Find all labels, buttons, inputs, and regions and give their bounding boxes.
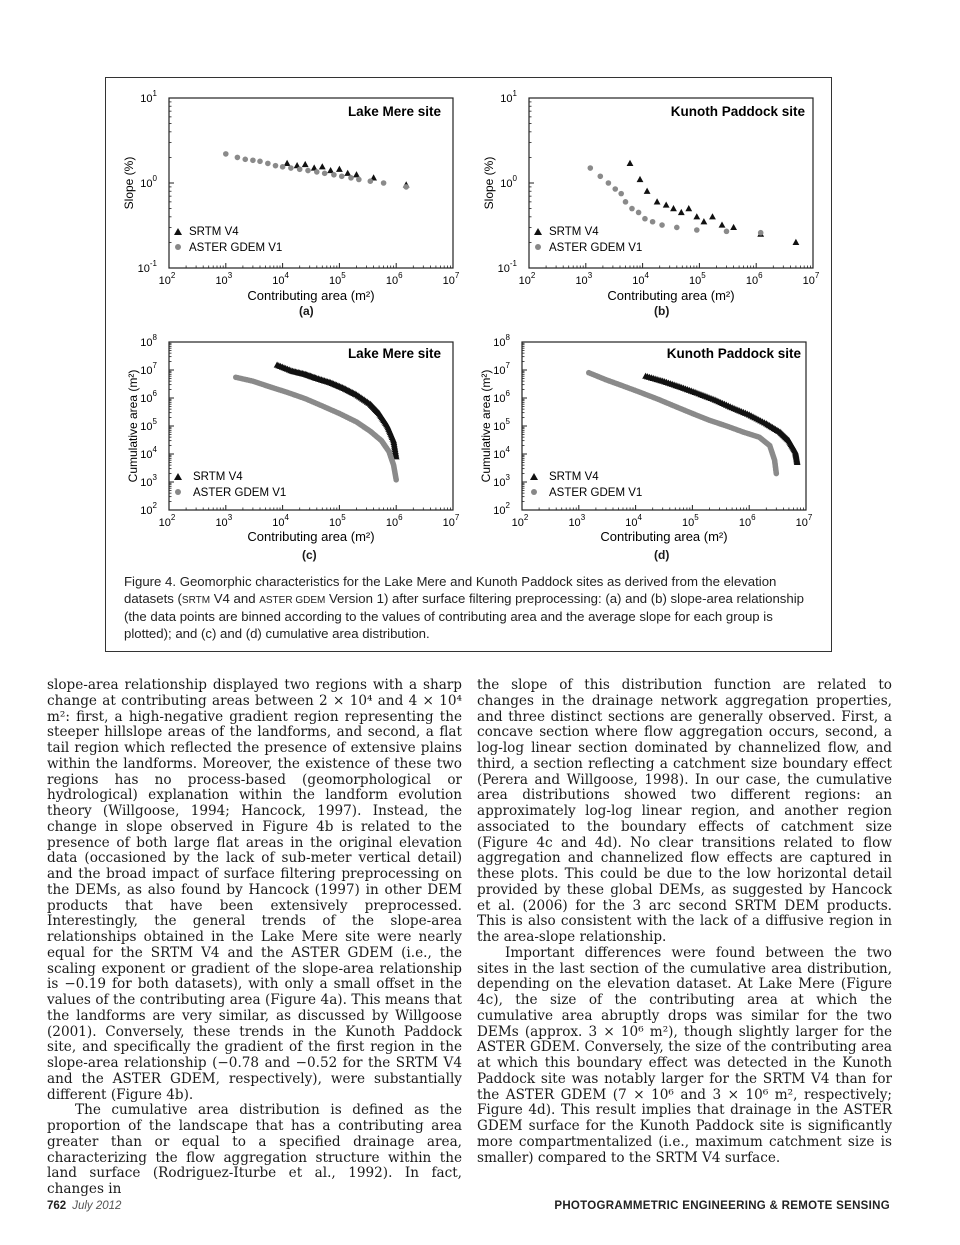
chart-b-title: Kunoth Paddock site	[670, 104, 805, 119]
panel-d	[464, 330, 826, 552]
srtm-point	[719, 221, 726, 227]
aster-point	[297, 166, 303, 172]
journal-name: PHOTOGRAMMETRIC ENGINEERING & REMOTE SENSING	[554, 1200, 890, 1212]
aster-point	[758, 230, 764, 236]
aster-point	[393, 477, 399, 483]
panel-b-letter: (b)	[654, 304, 670, 318]
chart-d-svg	[464, 330, 826, 552]
body-paragraph: the slope of this distribution function are related to changes in the drainage network aggregation properties, and three distinct sections are generally observed. First, a concave section where flow aggregation occurs, second, a log-log linear section dominated by channelized flow, and third, a section reflecting a catchment size boundary effect (Perera and Willgoose, 1998). In our case, the cumulative area distributions showed two different regions: an approximately log-log linear region, and another region associated to the boundary effects of catchment size (Figure 4c and 4d). No clear transitions related to flow aggregation and channelized flow effects are captured in these plots. This could be due to the low horizontal detail provided by these global DEMs, as suggested by Hancock et al. (2006) for the 3 arc second SRTM DEM products. This is also consistent with the lack of a diffusive region in the area-slope relationship.	[477, 677, 892, 945]
chart-d-xlabel: Contributing area (m²)	[600, 529, 728, 544]
legend-c-aster: ASTER GDEM V1	[193, 487, 287, 499]
y-tick-label: $10^1$	[140, 89, 157, 105]
legend-a-triangle	[174, 228, 182, 235]
y-tick-label: $10^2$	[493, 501, 510, 517]
srtm-point	[344, 170, 351, 176]
aster-point	[636, 210, 642, 216]
aster-point	[250, 157, 256, 163]
chart-d-ticks	[493, 333, 813, 529]
chart-a-xlabel: Contributing area (m²)	[247, 288, 375, 303]
x-tick-label: $10^3$	[575, 271, 593, 287]
legend-b-circle	[535, 244, 541, 250]
x-tick-label: $10^3$	[215, 271, 233, 287]
x-tick-label: $10^5$	[329, 513, 346, 529]
body-paragraph: Important differences were found between the two sites in the last section of the cumulative area distribution, depending on the elevation dataset. At Lake Mere (Figure 4c), the size of the contributing area at which the cumulative area abruptly drops was similar for the two DEMs (approx. 3 × 10⁶ m²), though slightly larger for the ASTER GDEM. Conversely, the size of the contributing area at which this boundary effect was detected in the Kunoth Paddock site was notably larger for the SRTM V4 than for the ASTER GDEM (7 × 10⁶ and 3 × 10⁶ m², respectively; Figure 4d). This result implies that drainage in the ASTER GDEM surface for the Kunoth Paddock site is significantly more compartmentalized (i.e., maximum catchment size is smaller) compared to the SRTM V4 surface.	[477, 944, 892, 1166]
x-tick-label: $10^7$	[802, 271, 820, 287]
legend-d-aster: ASTER GDEM V1	[549, 487, 643, 499]
srtm-point	[678, 209, 685, 215]
y-tick-label: $10^4$	[493, 445, 510, 461]
panel-d-letter: (d)	[654, 548, 670, 562]
aster-point	[629, 206, 635, 212]
y-tick-label: $10^5$	[140, 417, 157, 433]
x-tick-label: $10^7$	[442, 271, 460, 287]
x-tick-label: $10^4$	[632, 271, 649, 287]
x-tick-label: $10^2$	[158, 271, 176, 287]
chart-a-title: Lake Mere site	[347, 104, 441, 119]
legend-d-triangle	[530, 473, 538, 480]
chart-c-ylabel: Cumulative area (m²)	[126, 369, 140, 483]
y-tick-label: $10^5$	[493, 417, 510, 433]
aster-point	[694, 227, 700, 233]
x-tick-label: $10^6$	[385, 513, 403, 529]
y-tick-label: $10^4$	[140, 445, 157, 461]
y-tick-label: $10^6$	[493, 389, 510, 405]
aster-point	[674, 225, 680, 231]
srtm-point	[319, 163, 326, 169]
x-tick-label: $10^4$	[272, 513, 289, 529]
panel-b	[471, 86, 831, 321]
x-tick-label: $10^6$	[745, 271, 763, 287]
aster-point	[650, 219, 656, 225]
srtm-point	[627, 160, 634, 166]
x-tick-label: $10^6$	[738, 513, 756, 529]
legend-d-circle	[531, 489, 537, 495]
x-tick-label: $10^2$	[518, 271, 536, 287]
chart-b-svg	[471, 86, 831, 321]
legend-c-srtm: SRTM V4	[193, 471, 243, 483]
aster-point	[642, 216, 648, 222]
aster-point	[356, 177, 362, 183]
y-tick-label: $10^0$	[140, 174, 157, 190]
caption-srtm: SRTM	[181, 594, 211, 606]
aster-point	[612, 186, 618, 192]
aster-point	[348, 175, 354, 181]
legend-a-circle	[175, 244, 181, 250]
chart-c-frame	[169, 342, 453, 510]
legend-b-srtm: SRTM V4	[549, 226, 599, 238]
aster-point	[606, 180, 612, 186]
body-paragraph: The cumulative area distribution is defined as the proportion of the landscape that has a contributing area greater than or equal to a specified drainage area, characterizing the flow aggregation structure within the land surface (Rodriguez-Iturbe et al., 1992). In fact, changes in	[47, 1102, 462, 1197]
legend-b-aster: ASTER GDEM V1	[549, 242, 643, 254]
x-tick-label: $10^2$	[158, 513, 176, 529]
aster-point	[314, 169, 320, 175]
x-tick-label: $10^3$	[568, 513, 586, 529]
caption-tail: Version 1) after surface filtering preprocessing: (a) and (b) slope-area relationship (the data points are binned according to the values of contributing area and the average slope for each group is plotted); and (c) and (d) cumulative area distribution.	[124, 590, 804, 641]
y-tick-label: $10^3$	[493, 473, 510, 489]
legend-a-srtm: SRTM V4	[189, 226, 239, 238]
chart-c-marks	[233, 361, 400, 482]
chart-c-xlabel: Contributing area (m²)	[247, 529, 375, 544]
aster-point	[305, 168, 311, 174]
srtm-point	[644, 188, 651, 194]
aster-point	[381, 180, 387, 186]
y-tick-label: $10^{-1}$	[497, 259, 517, 275]
aster-point	[368, 178, 374, 184]
chart-b-xlabel: Contributing area (m²)	[607, 288, 735, 303]
aster-point	[587, 165, 593, 171]
x-tick-label: $10^5$	[682, 513, 699, 529]
chart-a-svg	[111, 86, 471, 321]
chart-b-ylabel: Slope (%)	[482, 156, 496, 210]
legend-a-aster: ASTER GDEM V1	[189, 242, 283, 254]
aster-point	[597, 173, 603, 179]
caption-lead: Figure 4. Geomorphic characteristics for the Lake Mere and Kunoth Paddock sites as derived from the elevation datasets (	[124, 574, 777, 606]
chart-d-marks	[586, 370, 801, 476]
chart-d-title: Kunoth Paddock site	[666, 346, 801, 361]
x-tick-label: $10^4$	[272, 271, 289, 287]
x-tick-label: $10^3$	[215, 513, 233, 529]
y-tick-label: $10^8$	[140, 333, 157, 349]
chart-c-ticks	[140, 333, 460, 529]
y-tick-label: $10^7$	[493, 361, 510, 377]
page-number: 762	[47, 1200, 67, 1212]
aster-point	[339, 173, 345, 179]
srtm-point	[685, 205, 692, 211]
figure-4	[105, 77, 832, 652]
aster-point	[659, 222, 665, 228]
y-tick-label: $10^7$	[140, 361, 157, 377]
aster-point	[623, 199, 629, 205]
chart-c-svg	[111, 330, 471, 552]
aster-point	[331, 172, 337, 178]
x-tick-label: $10^5$	[689, 271, 706, 287]
panel-a	[111, 86, 471, 321]
srtm-point	[693, 213, 700, 219]
aster-point	[235, 155, 241, 161]
srtm-point	[709, 213, 716, 219]
chart-a-ylabel: Slope (%)	[122, 156, 136, 210]
x-tick-label: $10^5$	[329, 271, 346, 287]
aster-point	[280, 164, 286, 170]
caption-mid: V4 and	[210, 590, 260, 606]
x-tick-label: $10^7$	[795, 513, 813, 529]
body-column-right	[477, 678, 892, 1166]
body-paragraph: slope-area relationship displayed two regions with a sharp change at contributing areas between 2 × 10⁴ and 4 × 10⁴ m²: first, a high-negative gradient region representing the steeper hillslope areas of the landforms, and second, a flat tail region which reflected the presence of extensive plains within the landforms. Moreover, the existence of these two regions has no process-based (geomorphological or hydrological) explanation within the landform evolution theory (Willgoose, 1994; Hancock, 1997). Instead, the change in slope observed in Figure 4b is related to the presence of both large flat areas in the original elevation data (occasioned by the lack of sub-meter vertical detail) and the broad impact of surface filtering preprocessing on the DEMs, as also found by Hancock (1997) in other DEM products that have been extensively preprocessed. Interestingly, the general trends of the slope-area relationships obtained in the Lake Mere site were nearly equal for the SRTM V4 and the ASTER GDEM (i.e., the scaling exponent or gradient of the slope-area relationship is −0.19 for both datasets), with only a small offset in the values of the contributing area (Figure 4a). This means that the landforms are very similar, as discussed by Willgoose (2001). Conversely, these trends in the Kunoth Paddock site, and specifically the gradient of the first region in the slope-area relationship (−0.78 and −0.52 for the SRTM V4 and the ASTER GDEM, respectively), were substantially different (Figure 4b).	[47, 677, 462, 1103]
srtm-point	[637, 176, 644, 182]
footer-left	[47, 1200, 121, 1212]
aster-point	[403, 184, 409, 190]
aster-point	[724, 229, 730, 235]
aster-point	[618, 191, 624, 197]
y-tick-label: $10^3$	[140, 473, 157, 489]
aster-point	[223, 151, 229, 157]
panel-a-letter: (a)	[299, 304, 314, 318]
srtm-point	[670, 205, 677, 211]
legend-d-srtm: SRTM V4	[549, 471, 599, 483]
aster-point	[242, 157, 248, 163]
caption-aster: ASTER GDEM	[259, 594, 326, 606]
srtm-point	[353, 171, 360, 177]
aster-point	[288, 165, 294, 171]
srtm-point	[793, 239, 800, 245]
srtm-point	[730, 224, 737, 230]
chart-a-marks	[223, 151, 410, 190]
srtm-point	[654, 198, 661, 204]
y-tick-label: $10^0$	[500, 174, 517, 190]
aster-point	[265, 161, 271, 167]
x-tick-label: $10^4$	[625, 513, 642, 529]
y-tick-label: $10^2$	[140, 501, 157, 517]
legend-b-triangle	[534, 228, 542, 235]
aster-point	[774, 471, 780, 477]
legend-c-circle	[175, 489, 181, 495]
srtm-point	[302, 161, 309, 167]
srtm-point	[700, 218, 707, 224]
srtm-point	[336, 166, 343, 172]
y-tick-label: $10^1$	[500, 89, 517, 105]
chart-b-marks	[587, 160, 799, 245]
aster-point	[322, 171, 328, 177]
x-tick-label: $10^6$	[385, 271, 403, 287]
body-column-left	[47, 678, 462, 1198]
chart-d-ylabel: Cumulative area (m²)	[479, 369, 493, 483]
y-tick-label: $10^8$	[493, 333, 510, 349]
y-tick-label: $10^{-1}$	[137, 259, 157, 275]
panel-c-letter: (c)	[302, 548, 317, 562]
y-tick-label: $10^6$	[140, 389, 157, 405]
aster-point	[257, 159, 263, 165]
srtm-point	[663, 201, 670, 207]
figure-caption	[124, 574, 814, 642]
x-tick-label: $10^2$	[511, 513, 529, 529]
panel-c	[111, 330, 471, 552]
x-tick-label: $10^7$	[442, 513, 460, 529]
legend-c-triangle	[174, 473, 182, 480]
aster-point	[273, 163, 279, 169]
issue-date: July 2012	[72, 1200, 122, 1212]
chart-c-title: Lake Mere site	[347, 346, 441, 361]
